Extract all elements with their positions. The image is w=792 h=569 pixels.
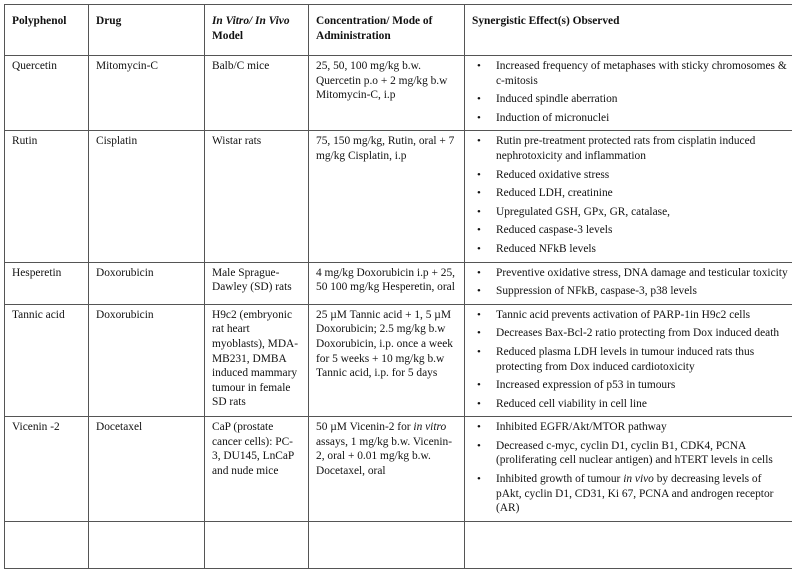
list-item: • Preventive oxidative stress, DNA damage and testicular toxicity <box>472 266 789 281</box>
cell-drug: Doxorubicin <box>89 304 205 417</box>
header-polyphenol: Polyphenol <box>5 5 89 56</box>
empty-cell <box>205 521 309 568</box>
cell-polyphenol: Vicenin -2 <box>5 417 89 522</box>
table-header-row <box>5 5 792 56</box>
header-concentration: Concentration/ Mode of Administration <box>309 5 465 56</box>
header-drug: Drug <box>89 5 205 56</box>
list-item: • Inhibited EGFR/Akt/MTOR pathway <box>472 420 789 435</box>
table-row <box>5 56 792 131</box>
list-item: • Reduced caspase-3 levels <box>472 223 789 238</box>
list-item: • Decreased c-myc, cyclin D1, cyclin B1, CDK4, PCNA (proliferating cell nuclear antigen) and hTERT levels in cells <box>472 439 789 468</box>
cell-effects <box>465 304 792 417</box>
effects-list <box>472 420 789 516</box>
empty-cell <box>89 521 205 568</box>
concentration-italic: in vitro <box>413 421 446 433</box>
header-effects: Synergistic Effect(s) Observed <box>465 5 792 56</box>
cell-effects <box>465 56 792 131</box>
cell-model: H9c2 (embryonic rat heart myoblasts), MDA-MB231, DMBA induced mammary tumour in female SD rats <box>205 304 309 417</box>
list-item: • Reduced plasma LDH levels in tumour induced rats thus protecting from Dox induced cardiotoxicity <box>472 345 789 374</box>
list-item: • Increased frequency of metaphases with sticky chromosomes & c-mitosis <box>472 59 789 88</box>
effects-list <box>472 59 789 125</box>
cell-drug: Doxorubicin <box>89 262 205 304</box>
cell-drug: Cisplatin <box>89 131 205 262</box>
cell-concentration: 75, 150 mg/kg, Rutin, oral + 7 mg/kg Cisplatin, i.p <box>309 131 465 262</box>
cell-drug: Mitomycin-C <box>89 56 205 131</box>
table-row <box>5 262 792 304</box>
effect-part: Inhibited growth of tumour <box>496 473 623 485</box>
cell-model: Male Sprague-Dawley (SD) rats <box>205 262 309 304</box>
table-row <box>5 417 792 522</box>
cell-concentration: 25, 50, 100 mg/kg b.w. Quercetin p.o + 2 mg/kg b.w Mitomycin-C, i.p <box>309 56 465 131</box>
empty-cell <box>465 521 792 568</box>
cell-polyphenol: Tannic acid <box>5 304 89 417</box>
cell-concentration: 4 mg/kg Doxorubicin i.p + 25, 50 100 mg/kg Hesperetin, oral <box>309 262 465 304</box>
concentration-part: assays, 1 mg/kg b.w. Vicenin-2, oral + 0.01 mg/kg b.w. Docetaxel, oral <box>316 436 452 477</box>
cell-model: Balb/C mice <box>205 56 309 131</box>
list-item: • Induction of micronuclei <box>472 111 789 126</box>
cell-concentration <box>309 417 465 522</box>
cell-concentration: 25 µM Tannic acid + 1, 5 µM Doxorubicin; 2.5 mg/kg b.w Doxorubicin, i.p. once a week for 5 weeks + 10 mg/kg b.w Tannic acid, i.p. for 5 days <box>309 304 465 417</box>
list-item <box>472 472 789 516</box>
list-item: • Induced spindle aberration <box>472 92 789 107</box>
effects-list <box>472 134 789 256</box>
empty-cell <box>309 521 465 568</box>
cell-polyphenol: Rutin <box>5 131 89 262</box>
list-item: • Tannic acid prevents activation of PARP-1in H9c2 cells <box>472 308 789 323</box>
header-model-italic: In Vitro/ In Vivo <box>212 15 290 27</box>
list-item: • Suppression of NFkB, caspase-3, p38 levels <box>472 284 789 299</box>
empty-cell <box>5 521 89 568</box>
effects-list <box>472 308 789 412</box>
list-item: • Reduced LDH, creatinine <box>472 186 789 201</box>
table-row <box>5 131 792 262</box>
list-item: • Increased expression of p53 in tumours <box>472 378 789 393</box>
cell-polyphenol: Quercetin <box>5 56 89 131</box>
header-model <box>205 5 309 56</box>
effect-italic: in vivo <box>623 473 654 485</box>
polyphenol-drug-table <box>4 4 792 569</box>
cell-effects <box>465 131 792 262</box>
effect-part: by decreasing levels of pAkt, cyclin D1, CD31, Ki 67, PCNA and androgen receptor (AR) <box>496 473 773 514</box>
effects-list <box>472 266 789 299</box>
cell-effects <box>465 417 792 522</box>
cell-drug: Docetaxel <box>89 417 205 522</box>
cell-model: CaP (prostate cancer cells): PC-3, DU145, LnCaP and nude mice <box>205 417 309 522</box>
table-row <box>5 304 792 417</box>
table-row-empty <box>5 521 792 568</box>
cell-polyphenol: Hesperetin <box>5 262 89 304</box>
header-model-rest: Model <box>212 30 243 42</box>
cell-effects <box>465 262 792 304</box>
cell-model: Wistar rats <box>205 131 309 262</box>
list-item: • Decreases Bax-Bcl-2 ratio protecting from Dox induced death <box>472 326 789 341</box>
list-item: • Upregulated GSH, GPx, GR, catalase, <box>472 205 789 220</box>
list-item: • Reduced NFkB levels <box>472 242 789 257</box>
concentration-part: 50 µM Vicenin-2 for <box>316 421 413 433</box>
list-item: • Reduced oxidative stress <box>472 168 789 183</box>
list-item: • Rutin pre-treatment protected rats from cisplatin induced nephrotoxicity and inflammation <box>472 134 789 163</box>
list-item: • Reduced cell viability in cell line <box>472 397 789 412</box>
